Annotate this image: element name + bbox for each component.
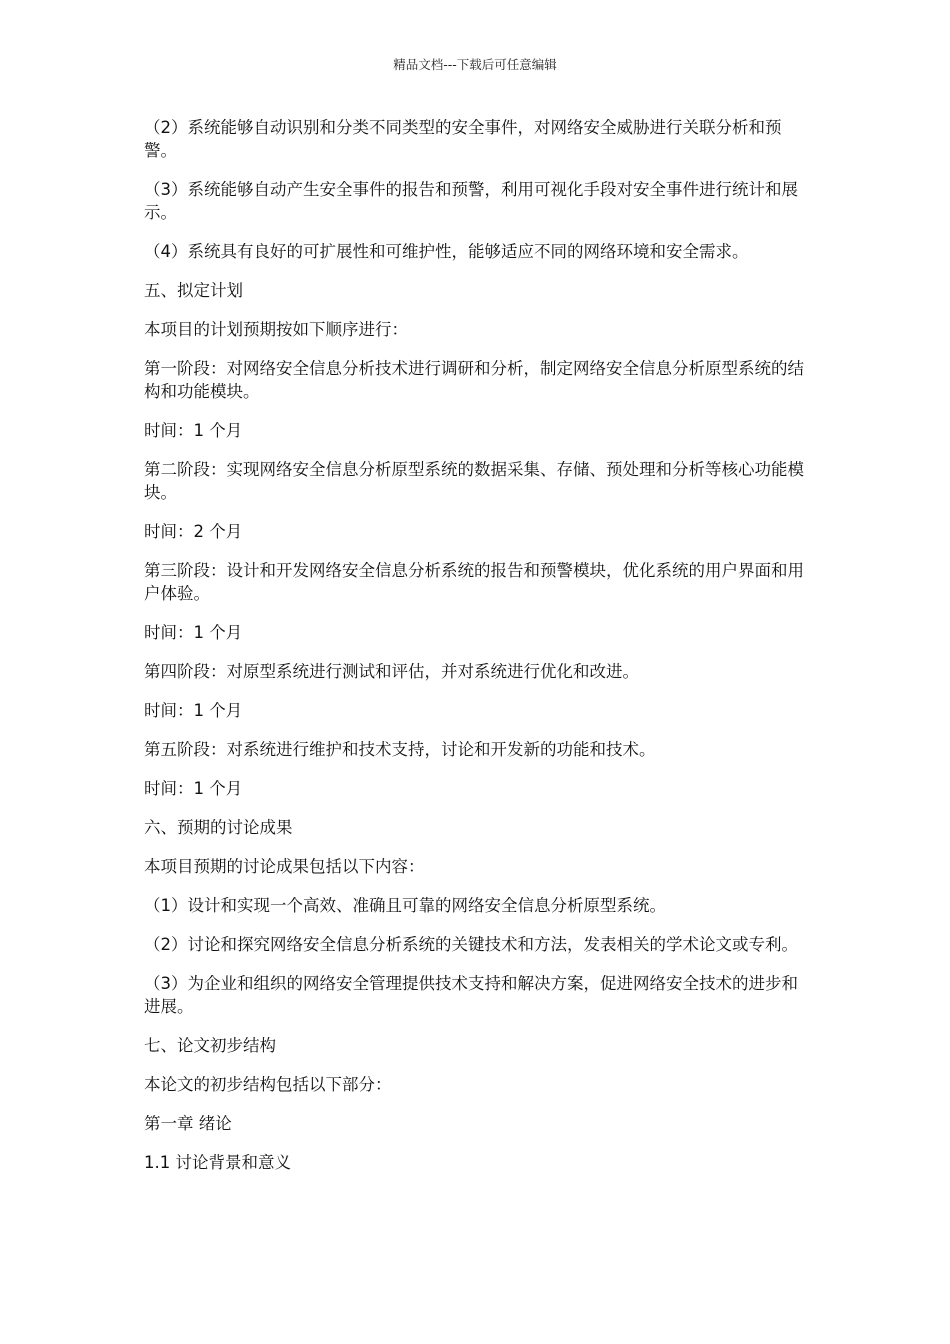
paragraph: （4）系统具有良好的可扩展性和可维护性，能够适应不同的网络环境和安全需求。 <box>144 242 749 261</box>
outcome-item: （2）讨论和探究网络安全信息分析系统的关键技术和方法，发表相关的学术论文或专利。 <box>144 935 798 954</box>
phase-duration: 时间：1 个月 <box>144 701 243 720</box>
phase-duration: 时间：1 个月 <box>144 623 243 642</box>
paragraph: 本论文的初步结构包括以下部分： <box>144 1075 392 1094</box>
phase-item: 第四阶段：对原型系统进行测试和评估，并对系统进行优化和改进。 <box>144 662 639 681</box>
chapter-title: 第一章 绪论 <box>144 1114 232 1133</box>
section-heading: 七、论文初步结构 <box>144 1036 276 1055</box>
subsection-title: 1.1 讨论背景和意义 <box>144 1153 291 1172</box>
phase-item: 第五阶段：对系统进行维护和技术支持，讨论和开发新的功能和技术。 <box>144 740 656 759</box>
phase-duration: 时间：1 个月 <box>144 779 243 798</box>
outcome-item: （3）为企业和组织的网络安全管理提供技术支持和解决方案，促进网络安全技术的进步和进展。 <box>144 974 798 1016</box>
outcome-item: （1）设计和实现一个高效、准确且可靠的网络安全信息分析原型系统。 <box>144 896 666 915</box>
phase-item: 第三阶段：设计和开发网络安全信息分析系统的报告和预警模块，优化系统的用户界面和用户体验。 <box>144 561 804 603</box>
paragraph: （2）系统能够自动识别和分类不同类型的安全事件，对网络安全威胁进行关联分析和预警。 <box>144 118 782 160</box>
paragraph: （3）系统能够自动产生安全事件的报告和预警，利用可视化手段对安全事件进行统计和展示。 <box>144 180 798 222</box>
page-header: 精品文档---下载后可任意编辑 <box>393 57 557 72</box>
phase-item: 第一阶段：对网络安全信息分析技术进行调研和分析，制定网络安全信息分析原型系统的结构和功能模块。 <box>144 359 804 401</box>
document-body <box>144 116 809 1190</box>
section-heading: 六、预期的讨论成果 <box>144 818 293 837</box>
phase-item: 第二阶段：实现网络安全信息分析原型系统的数据采集、存储、预处理和分析等核心功能模块。 <box>144 460 804 502</box>
phase-duration: 时间：2 个月 <box>144 522 243 541</box>
section-heading: 五、拟定计划 <box>144 281 243 300</box>
phase-duration: 时间：1 个月 <box>144 421 243 440</box>
paragraph: 本项目的计划预期按如下顺序进行： <box>144 320 408 339</box>
paragraph: 本项目预期的讨论成果包括以下内容： <box>144 857 425 876</box>
